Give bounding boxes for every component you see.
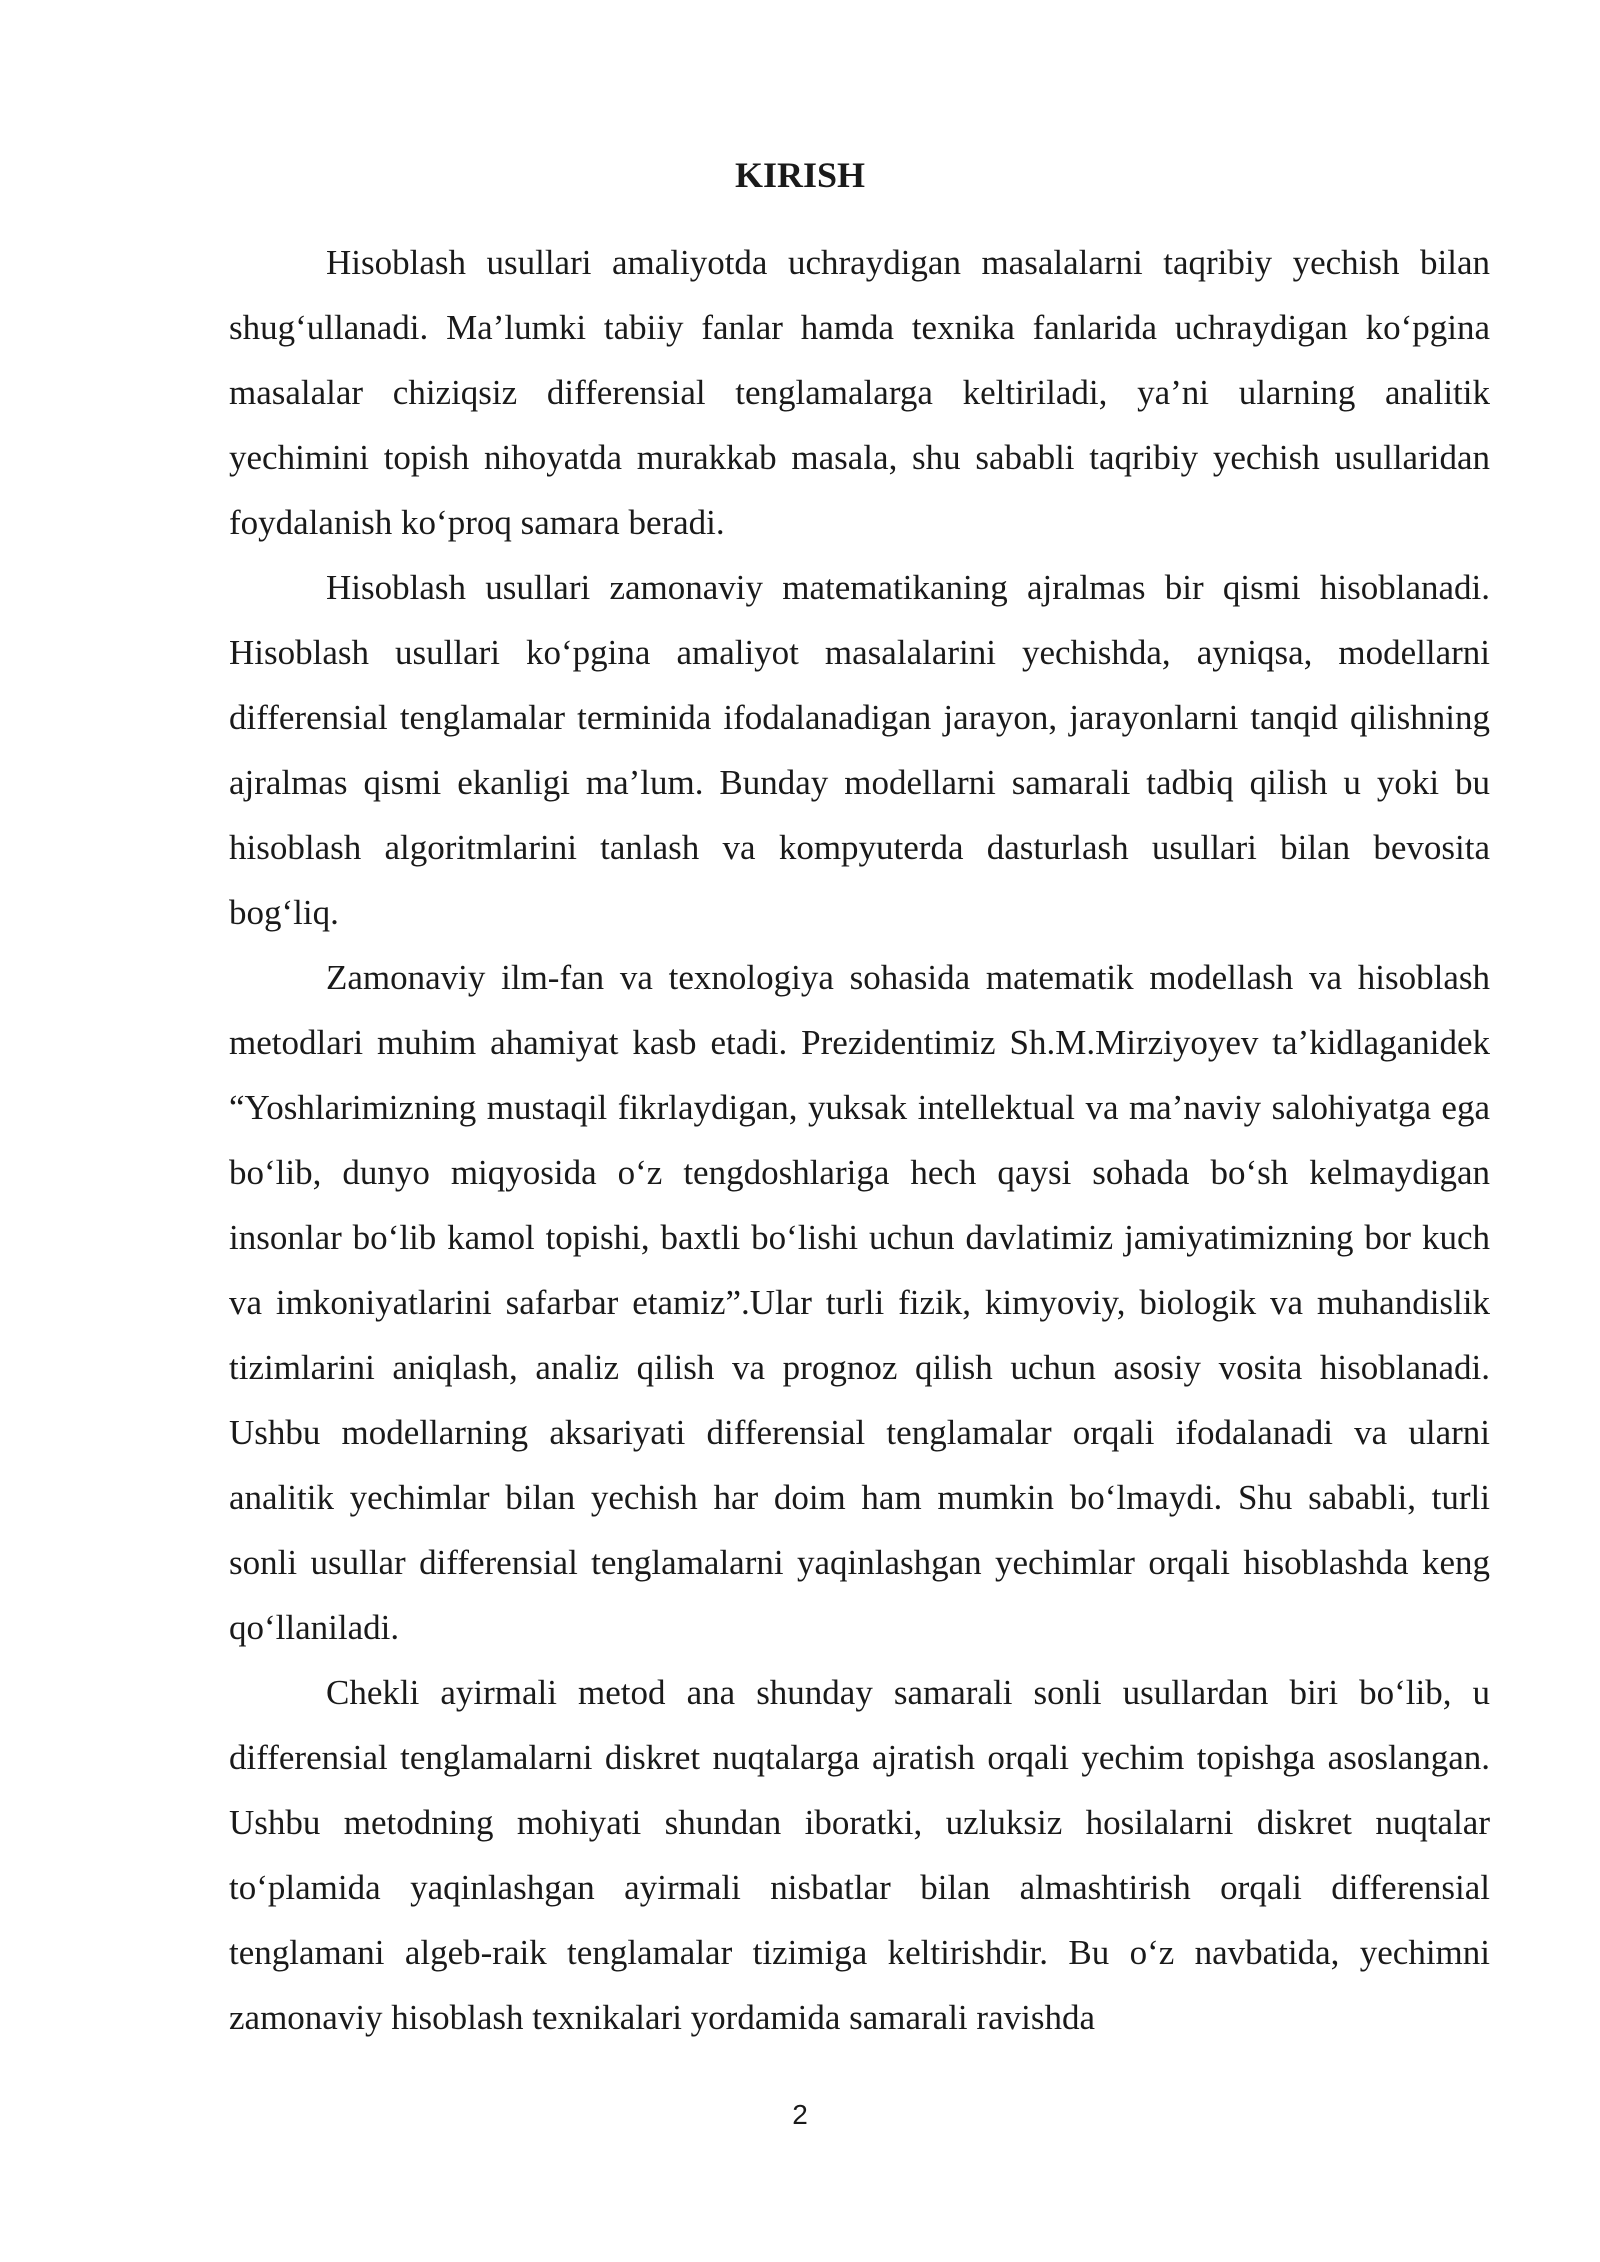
paragraph: Hisoblash usullari zamonaviy matematikaning ajralmas bir qismi hisoblanadi. Hisoblash usullari ko‘pgina amaliyot masalalarini yechishda, ayniqsa, modellarni differensial tenglamalar terminida ifodalanadigan jarayon, jarayonlarni tanqid qilishning ajralmas qismi ekanligi ma’lum. Bunday modellarni samarali tadbiq qilish u yoki bu hisoblash algoritmlarini tanlash va kompyuterda dasturlash usullari bilan bevosita bog‘liq. xyxy=(229,568,1490,932)
paragraph: Zamonaviy ilm-fan va texnologiya sohasida matematik modellash va hisoblash metodlari muhim ahamiyat kasb etadi. Prezidentimiz Sh.M.Mirziyoyev ta’kidlaganidek “Yoshlarimizning mustaqil fikrlaydigan, yuksak intellektual va ma’naviy salohiyatga ega bo‘lib, dunyo miqyosida o‘z tengdoshlariga hech qaysi sohada bo‘sh kelmaydigan insonlar bo‘lib kamol topishi, baxtli bo‘lishi uchun davlatimiz jamiyatimizning bor kuch va imkoniyatlarini safarbar etamiz”.Ular turli fizik, kimyoviy, biologik va muhandislik tizimlarini aniqlash, analiz qilish va prognoz qilish uchun asosiy vosita hisoblanadi. Ushbu modellarning aksariyati differensial tenglamalar orqali ifodalanadi va ularni analitik yechimlar bilan yechish har doim ham mumkin bo‘lmaydi. Shu sababli, turli sonli usullar differensial tenglamalarni yaqinlashgan yechimlar orqali hisoblashda keng qo‘llaniladi. xyxy=(229,958,1490,1647)
paragraph: Chekli ayirmali metod ana shunday samarali sonli usullardan biri bo‘lib, u differensial tenglamalarni diskret nuqtalarga ajratish orqali yechim topishga asoslangan. Ushbu metodning mohiyati shundan iboratki, uzluksiz hosilalarni diskret nuqtalar to‘plamida yaqinlashgan ayirmali nisbatlar bilan almashtirish orqali differensial tenglamani algeb-raik tenglamalar tizimiga keltirishdir. Bu o‘z navbatida, yechimni zamonaviy hisoblash texnikalari yordamida samarali ravishda xyxy=(229,1673,1490,2037)
body-text xyxy=(229,230,1490,2050)
paragraph: Hisoblash usullari amaliyotda uchraydigan masalalarni taqribiy yechish bilan shug‘ullanadi. Ma’lumki tabiiy fanlar hamda texnika fanlarida uchraydigan ko‘pgina masalalar chiziqsiz differensial tenglamalarga keltiriladi, ya’ni ularning analitik yechimini topish nihoyatda murakkab masala, shu sababli taqribiy yechish usullaridan foydalanish ko‘proq samara beradi. xyxy=(229,243,1490,542)
page-number: 2 xyxy=(792,2099,808,2130)
section-title: KIRISH xyxy=(734,155,866,195)
